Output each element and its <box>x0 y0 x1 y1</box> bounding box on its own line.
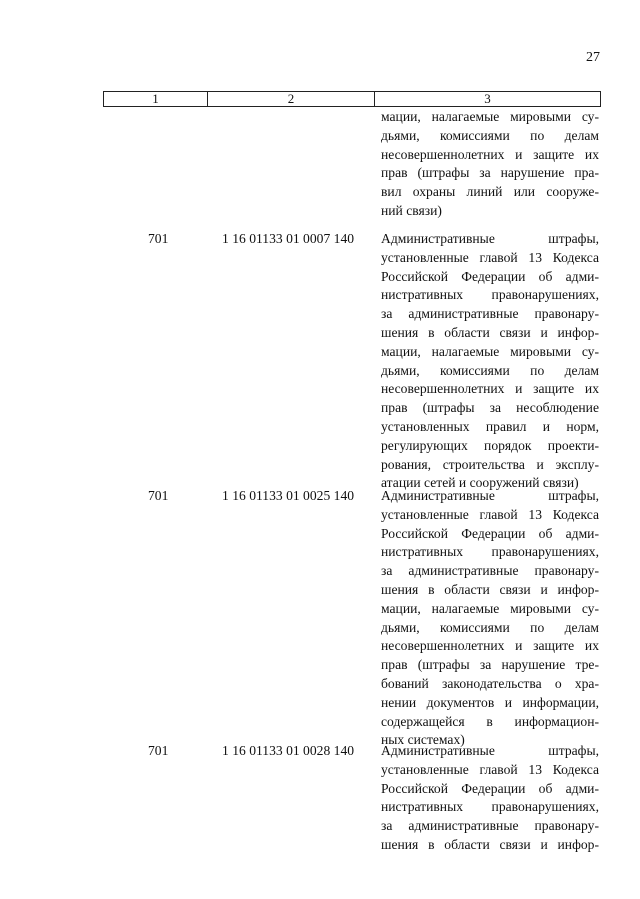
text-line: дьями, комиссиями по делам <box>381 127 599 143</box>
budget-classification-code: 1 16 01133 01 0025 140 <box>222 488 355 503</box>
text-line: ний связи) <box>381 202 442 218</box>
text-line: Административные штрафы, <box>381 231 599 246</box>
text-line: Административные штрафы, <box>381 488 599 503</box>
text-line: нении документов и информации, <box>381 694 599 710</box>
text-line: шения в области связи и инфор- <box>381 581 599 597</box>
admin-code: 701 <box>148 743 169 758</box>
text-line: несовершеннолетних и защите их <box>381 146 599 162</box>
text-line: содержащейся в информацион- <box>381 713 599 729</box>
text-line: нистративных правонарушениях, <box>381 287 599 303</box>
text-line: рования, строительства и эксплу- <box>381 456 599 472</box>
text-line: мации, налагаемые мировыми су- <box>381 343 599 359</box>
text-line: Российской Федерации об адми- <box>381 268 599 284</box>
budget-classification-code: 1 16 01133 01 0028 140 <box>222 743 355 758</box>
text-line: прав (штрафы за нарушение пра- <box>381 165 599 181</box>
text-line: атации сетей и сооружений связи) <box>381 475 579 491</box>
admin-code: 701 <box>148 231 169 246</box>
text-line: установленные главой 13 Кодекса <box>381 249 599 265</box>
text-line: несовершеннолетних и защите их <box>381 638 599 654</box>
row-description <box>381 230 599 493</box>
continued-description <box>381 108 599 221</box>
text-line: прав (штрафы за нарушение тре- <box>381 657 599 673</box>
table-column-header <box>103 91 601 107</box>
text-line: мации, налагаемые мировыми су- <box>381 600 599 616</box>
row-description <box>381 742 599 855</box>
text-line: несовершеннолетних и защите их <box>381 381 599 397</box>
text-line: за административные правонару- <box>381 563 599 579</box>
text-line: вил охраны линий или сооруже- <box>381 184 599 200</box>
text-line: Российской Федерации об адми- <box>381 525 599 541</box>
admin-code: 701 <box>148 488 169 503</box>
text-line: дьями, комиссиями по делам <box>381 619 599 635</box>
text-line: установленных правил и норм, <box>381 418 599 434</box>
text-line: нистративных правонарушениях, <box>381 799 599 815</box>
page-number: 27 <box>586 50 600 65</box>
column-header-2: 2 <box>207 92 374 106</box>
text-line: прав (штрафы за несоблюдение <box>381 400 599 416</box>
text-line: дьями, комиссиями по делам <box>381 362 599 378</box>
text-line: ных системах) <box>381 732 465 748</box>
text-line: мации, налагаемые мировыми су- <box>381 109 599 124</box>
text-line: установленные главой 13 Кодекса <box>381 506 599 522</box>
text-line: за административные правонару- <box>381 818 599 834</box>
text-line: Российской Федерации об адми- <box>381 780 599 796</box>
text-line: шения в области связи и инфор- <box>381 836 599 852</box>
column-header-3: 3 <box>374 92 600 106</box>
text-line: бований законодательства о хра- <box>381 675 599 691</box>
text-line: Административные штрафы, <box>381 743 599 758</box>
text-line: установленные главой 13 Кодекса <box>381 761 599 777</box>
text-line: шения в области связи и инфор- <box>381 324 599 340</box>
text-line: регулирующих порядок проекти- <box>381 437 599 453</box>
text-line: за административные правонару- <box>381 306 599 322</box>
budget-classification-code: 1 16 01133 01 0007 140 <box>222 231 355 246</box>
text-line: нистративных правонарушениях, <box>381 544 599 560</box>
row-description <box>381 487 599 750</box>
column-header-1: 1 <box>152 91 159 106</box>
